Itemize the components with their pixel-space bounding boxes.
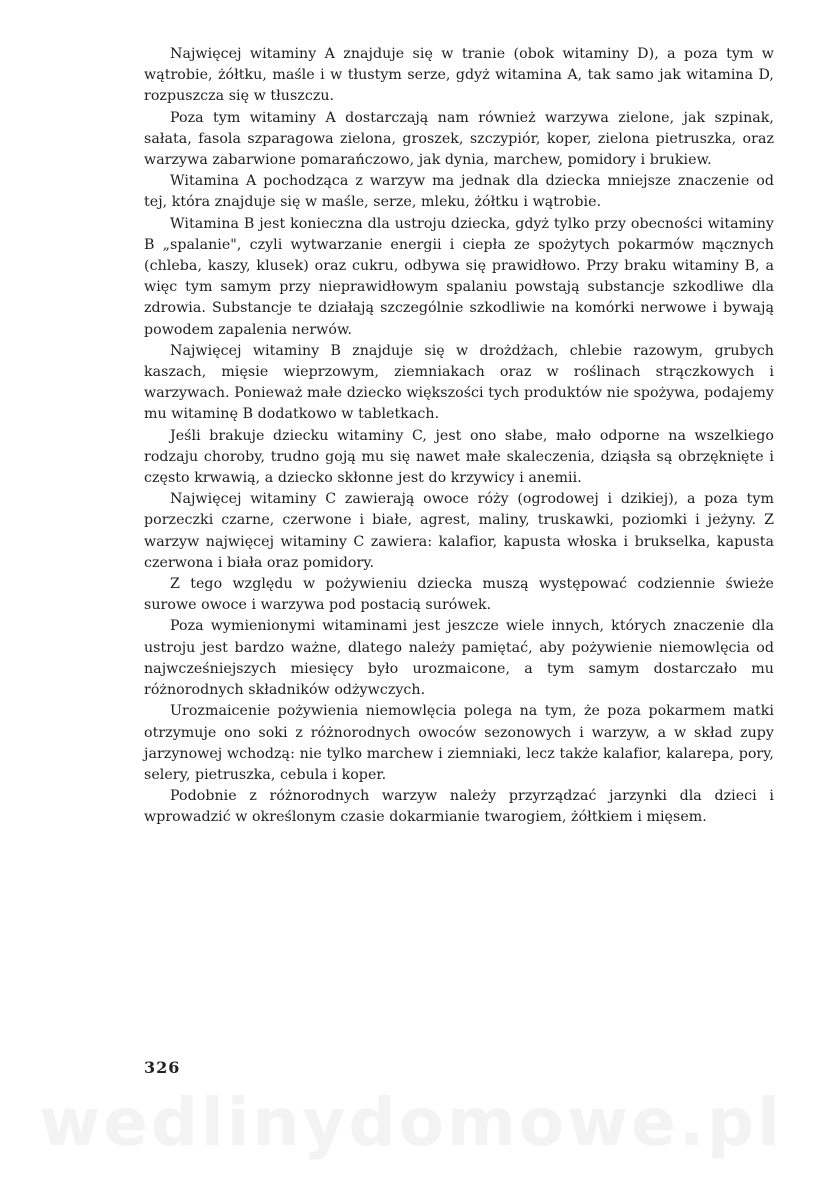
paragraph-vitamin-b-sources: Najwięcej witaminy B znajduje się w drożdżach, chlebie razowym, grubych kaszach, mięsie wieprzowym, ziemniakach oraz w roślinach strączkowych i warzywach. Ponieważ małe dziecko większości tych produktów nie spożywa, podajemy mu witaminę B dodatkowo w tabletkach. — [144, 342, 774, 423]
watermark-logo: wedlinydomowe.pl — [39, 1084, 783, 1161]
paragraph-fresh-produce: Z tego względu w pożywieniu dziecka muszą występować codziennie świeże surowe owoce i warzywa pod postacią surówek. — [144, 576, 774, 614]
page-body — [144, 44, 774, 829]
paragraph-vitamin-c-deficiency: Jeśli brakuje dziecku witaminy C, jest ono słabe, mało odporne na wszelkiego rodzaju choroby, trudno goją mu się nawet małe skaleczenia, dziąsła są obrzęknięte i często krwawią, a dziecko skłonne jest do krzywicy i anemii. — [144, 427, 774, 487]
paragraph-vitamin-a-importance: Witamina A pochodząca z warzyw ma jednak dla dziecka mniejsze znaczenie od tej, która znajduje się w maśle, serze, mleku, żółtku i wątrobie. — [144, 173, 774, 211]
paragraph-other-vitamins: Poza wymienionymi witaminami jest jeszcze wiele innych, których znaczenie dla ustroju jest bardzo ważne, dlatego należy pamiętać, aby pożywienie niemowlęcia od najwcześniejszych miesięcy było urozmaicone, a tym samym dostarczało mu różnorodnych składników odżywczych. — [144, 618, 774, 699]
paragraph-vitamin-b-role: Witamina B jest konieczna dla ustroju dziecka, gdyż tylko przy obecności witaminy B „spalanie", czyli wytwarzanie energii i ciepła ze spożytych pokarmów mącznych (chleba, kaszy, klusek) oraz cukru, odbywa się prawidłowo. Przy braku witaminy B, a więc tym samym przy nieprawidłowym spalaniu powstają substancje szkodliwe dla zdrowia. Substancje te działają szczególnie szkodliwie na komórki nerwowe i bywają powodem zapalenia nerwów. — [144, 215, 774, 338]
paragraph-diet-variety: Urozmaicenie pożywienia niemowlęcia polega na tym, że poza pokarmem matki otrzymuje ono soki z różnorodnych owoców sezonowych i warzyw, a w skład zupy jarzynowej wchodzą: nie tylko marchew i ziemniaki, lecz także kalafior, kalarepa, pory, selery, pietruszka, cebula i koper. — [144, 703, 774, 783]
paragraph-vitamin-a-vegetables: Poza tym witaminy A dostarczają nam również warzywa zielone, jak szpinak, sałata, fasola szparagowa zielona, groszek, szczypiór, koper, zielona pietruszka, oraz warzywa zabarwione pomarańczowo, jak dynia, marchew, pomidory i brukiew. — [144, 109, 774, 169]
paragraph-vitamin-c-sources: Najwięcej witaminy C zawierają owoce róży (ogrodowej i dzikiej), a poza tym porzeczki czarne, czerwone i białe, agrest, maliny, truskawki, poziomki i jeżyny. Z warzyw najwięcej witaminy C zawiera: kalafior, kapusta włoska i brukselka, kapusta czerwona i biała oraz pomidory. — [144, 491, 774, 571]
paragraph-vitamin-a-sources: Najwięcej witaminy A znajduje się w tranie (obok witaminy D), a poza tym w wątrobie, żółtku, maśle i w tłustym serze, gdyż witamina A, tak samo jak witamina D, rozpuszcza się w tłuszczu. — [144, 46, 774, 105]
paragraph-supplementary-feeding: Podobnie z różnorodnych warzyw należy przyrządzać jarzynki dla dzieci i wprowadzić w określonym czasie dokarmianie twarogiem, żółtkiem i mięsem. — [144, 788, 774, 826]
page-number: 326 — [144, 1058, 181, 1077]
